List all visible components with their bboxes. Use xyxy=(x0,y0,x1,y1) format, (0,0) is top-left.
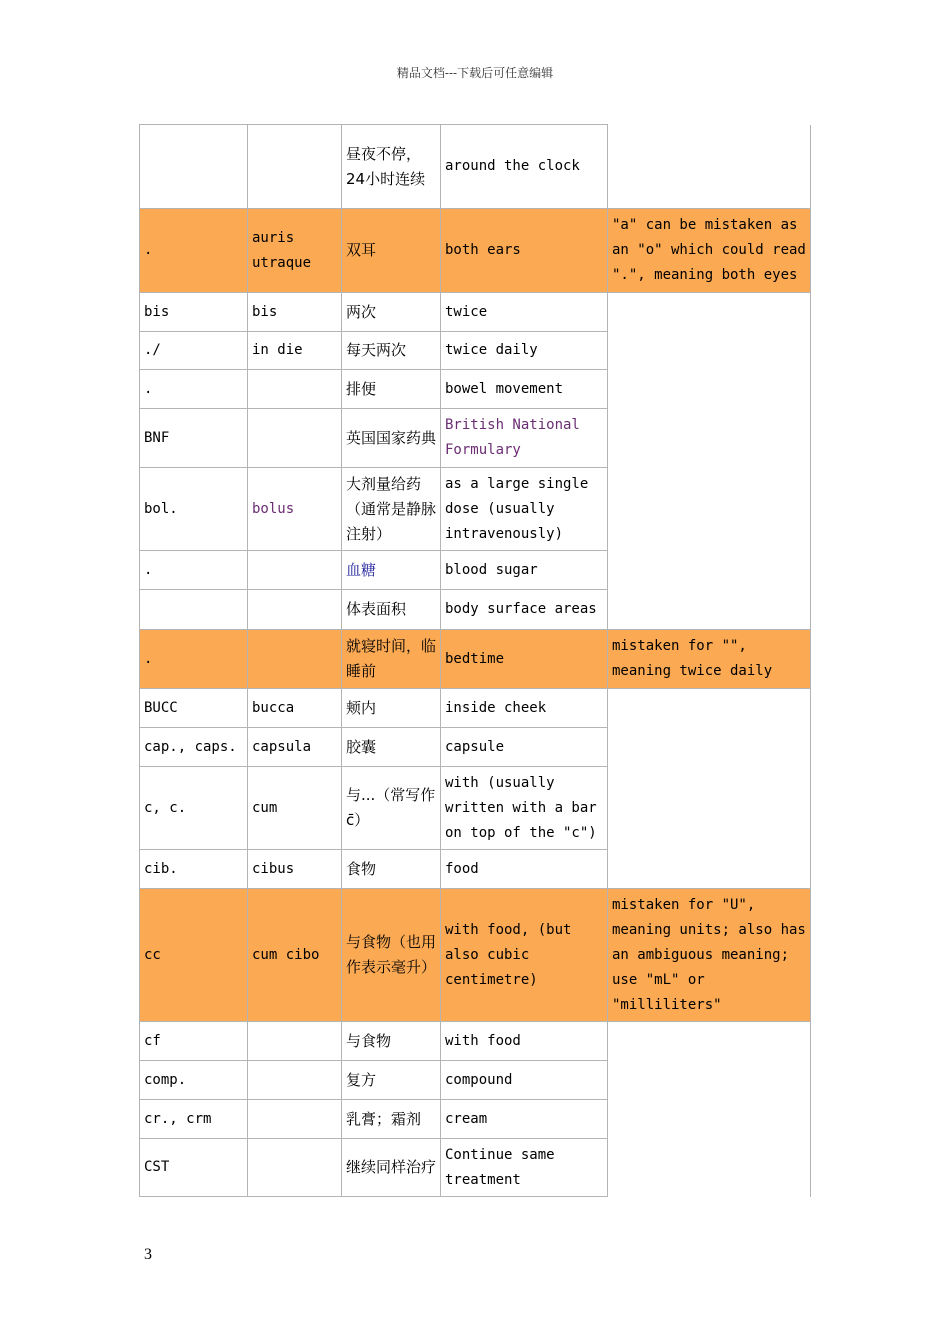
meaning-text: with food xyxy=(445,1032,521,1049)
latin-text: cibus xyxy=(252,860,295,877)
page-number: 3 xyxy=(144,1246,152,1263)
latin-cell xyxy=(248,370,342,409)
latin-cell xyxy=(248,850,342,889)
table-row xyxy=(140,370,811,409)
latin-cell xyxy=(248,889,342,1022)
note-cell xyxy=(608,1061,811,1100)
chinese-text: 颊内 xyxy=(346,698,377,717)
chinese-cell xyxy=(342,551,441,590)
latin-cell xyxy=(248,1100,342,1139)
table-row xyxy=(140,1100,811,1139)
table-row xyxy=(140,551,811,590)
meaning-cell xyxy=(441,551,608,590)
abbreviation-text: cc xyxy=(144,946,161,963)
abbreviation-cell xyxy=(140,630,248,689)
meaning-cell xyxy=(441,1139,608,1197)
meaning-cell xyxy=(441,630,608,689)
chinese-cell xyxy=(342,209,441,293)
chinese-cell xyxy=(342,409,441,468)
abbreviation-cell xyxy=(140,1139,248,1197)
meaning-cell xyxy=(441,125,608,209)
chinese-text: 每天两次 xyxy=(346,341,407,359)
table-row xyxy=(140,1061,811,1100)
meaning-cell xyxy=(441,293,608,332)
note-cell xyxy=(608,125,811,209)
note-cell xyxy=(608,409,811,468)
chinese-text: 就寝时间，临睡前 xyxy=(346,637,437,680)
abbreviation-cell xyxy=(140,728,248,767)
abbreviation-text: c, c. xyxy=(144,799,187,816)
latin-text: auris utraque xyxy=(252,229,312,271)
note-cell xyxy=(608,1022,811,1061)
chinese-text: 与食物 xyxy=(346,1031,392,1050)
latin-cell xyxy=(248,728,342,767)
table-row xyxy=(140,689,811,728)
meaning-text: cream xyxy=(445,1110,488,1127)
latin-cell xyxy=(248,332,342,370)
abbreviation-text: . xyxy=(144,242,153,258)
meaning-cell xyxy=(441,1100,608,1139)
meaning-cell xyxy=(441,468,608,551)
meaning-cell xyxy=(441,590,608,630)
latin-text: bolus xyxy=(252,500,295,517)
abbreviation-text: ./ xyxy=(144,342,161,358)
chinese-text: 食物 xyxy=(346,859,377,878)
abbreviation-text: bol. xyxy=(144,500,178,517)
table-row xyxy=(140,209,811,293)
chinese-cell xyxy=(342,293,441,332)
note-cell xyxy=(608,889,811,1022)
table-row xyxy=(140,332,811,370)
meaning-text: Continue same treatment xyxy=(445,1146,555,1188)
abbreviation-text: . xyxy=(144,561,153,578)
abbreviation-cell xyxy=(140,125,248,209)
meaning-text: bowel movement xyxy=(445,380,564,397)
chinese-cell xyxy=(342,590,441,630)
meaning-text: body surface areas xyxy=(445,601,597,617)
page-header: 精品文档---下载后可任意编辑 xyxy=(396,66,554,80)
chinese-cell xyxy=(342,370,441,409)
meaning-cell xyxy=(441,728,608,767)
abbreviation-cell xyxy=(140,689,248,728)
chinese-cell xyxy=(342,125,441,209)
note-cell xyxy=(608,689,811,728)
note-text: mistaken for "U", meaning units; also has an ambiguous meaning; use "mL" or "milliliters" xyxy=(612,896,806,1013)
abbreviation-cell xyxy=(140,850,248,889)
table-row xyxy=(140,728,811,767)
note-text: mistaken for "", meaning twice daily xyxy=(612,638,773,679)
table-row xyxy=(140,468,811,551)
chinese-text: 双耳 xyxy=(346,241,377,259)
chinese-cell xyxy=(342,889,441,1022)
latin-text: in die xyxy=(252,342,303,358)
table-row xyxy=(140,409,811,468)
abbreviation-cell xyxy=(140,209,248,293)
note-cell xyxy=(608,630,811,689)
meaning-text: blood sugar xyxy=(445,561,538,578)
meaning-text: twice xyxy=(445,303,488,320)
chinese-cell xyxy=(342,850,441,889)
chinese-cell xyxy=(342,468,441,551)
latin-cell xyxy=(248,209,342,293)
table-row xyxy=(140,630,811,689)
abbreviation-cell xyxy=(140,332,248,370)
meaning-text: capsule xyxy=(445,738,505,755)
meaning-cell xyxy=(441,1061,608,1100)
chinese-cell xyxy=(342,332,441,370)
chinese-cell xyxy=(342,689,441,728)
abbreviation-text: bis xyxy=(144,303,170,320)
meaning-cell xyxy=(441,409,608,468)
latin-text: capsula xyxy=(252,738,312,755)
latin-cell xyxy=(248,689,342,728)
abbreviation-cell xyxy=(140,889,248,1022)
note-cell xyxy=(608,370,811,409)
chinese-text: 与食物（也用作表示毫升） xyxy=(346,933,437,976)
abbreviation-text: . xyxy=(144,380,153,397)
table-row xyxy=(140,767,811,850)
latin-cell xyxy=(248,1139,342,1197)
table-row xyxy=(140,1022,811,1061)
latin-text: bucca xyxy=(252,699,295,716)
chinese-text: 乳膏；霜剂 xyxy=(346,1109,422,1128)
abbreviation-cell xyxy=(140,590,248,630)
note-cell xyxy=(608,332,811,370)
latin-cell xyxy=(248,293,342,332)
latin-cell xyxy=(248,409,342,468)
abbreviation-cell xyxy=(140,551,248,590)
abbreviation-cell xyxy=(140,409,248,468)
abbreviation-cell xyxy=(140,370,248,409)
note-cell xyxy=(608,1100,811,1139)
abbreviation-cell xyxy=(140,1022,248,1061)
abbreviation-text: BNF xyxy=(144,429,170,446)
abbreviation-text: . xyxy=(144,650,153,667)
chinese-cell xyxy=(342,1061,441,1100)
meaning-text: both ears xyxy=(445,242,521,258)
abbreviation-text: cib. xyxy=(144,860,178,877)
latin-cell xyxy=(248,767,342,850)
meaning-text: with (usually written with a bar on top of the "c") xyxy=(445,774,597,841)
chinese-text: 复方 xyxy=(346,1070,377,1089)
meaning-text: bedtime xyxy=(445,650,505,667)
meaning-cell xyxy=(441,889,608,1022)
meaning-cell xyxy=(441,209,608,293)
abbreviation-text: cr., crm xyxy=(144,1110,212,1127)
abbreviation-text: CST xyxy=(144,1159,170,1175)
meaning-text: British National Formulary xyxy=(445,417,580,458)
meaning-text: with food, (but also cubic centimetre) xyxy=(445,921,572,988)
meaning-text: food xyxy=(445,860,479,877)
meaning-cell xyxy=(441,767,608,850)
latin-cell xyxy=(248,590,342,630)
chinese-cell xyxy=(342,728,441,767)
note-cell xyxy=(608,293,811,332)
abbreviation-cell xyxy=(140,293,248,332)
meaning-cell xyxy=(441,1022,608,1061)
note-cell xyxy=(608,209,811,293)
note-cell xyxy=(608,728,811,767)
chinese-text: 血糖 xyxy=(346,560,377,579)
latin-text: cum xyxy=(252,799,278,816)
latin-text: bis xyxy=(252,303,278,320)
chinese-cell xyxy=(342,1139,441,1197)
meaning-cell xyxy=(441,689,608,728)
note-cell xyxy=(608,551,811,590)
table-row xyxy=(140,590,811,630)
table-row xyxy=(140,1139,811,1197)
chinese-text: 两次 xyxy=(346,302,377,321)
meaning-text: inside cheek xyxy=(445,699,547,716)
chinese-text: 昼夜不停，24小时连续 xyxy=(346,144,426,188)
meaning-text: around the clock xyxy=(445,158,580,174)
latin-cell xyxy=(248,125,342,209)
abbreviation-text: BUCC xyxy=(144,699,178,716)
abbreviation-cell xyxy=(140,468,248,551)
chinese-text: 英国国家药典 xyxy=(346,428,437,447)
abbreviation-cell xyxy=(140,1100,248,1139)
chinese-cell xyxy=(342,630,441,689)
meaning-cell xyxy=(441,332,608,370)
table-row xyxy=(140,293,811,332)
abbreviation-text: cf xyxy=(144,1032,161,1049)
latin-cell xyxy=(248,551,342,590)
latin-cell xyxy=(248,630,342,689)
latin-cell xyxy=(248,1022,342,1061)
note-cell xyxy=(608,468,811,551)
chinese-text: 继续同样治疗 xyxy=(346,1158,437,1176)
meaning-text: twice daily xyxy=(445,342,538,358)
abbreviation-cell xyxy=(140,1061,248,1100)
abbreviation-text: cap., caps. xyxy=(144,738,237,755)
abbreviation-cell xyxy=(140,767,248,850)
chinese-cell xyxy=(342,767,441,850)
latin-cell xyxy=(248,1061,342,1100)
table-row xyxy=(140,889,811,1022)
meaning-cell xyxy=(441,850,608,889)
chinese-cell xyxy=(342,1022,441,1061)
chinese-text: 胶囊 xyxy=(346,737,377,756)
note-text: "a" can be mistaken as an "o" which could read ".", meaning both eyes xyxy=(612,217,806,283)
meaning-cell xyxy=(441,370,608,409)
table-row xyxy=(140,850,811,889)
latin-cell xyxy=(248,468,342,551)
chinese-text: 体表面积 xyxy=(346,600,407,618)
latin-text: cum cibo xyxy=(252,946,320,963)
table-row xyxy=(140,125,811,209)
note-cell xyxy=(608,1139,811,1197)
meaning-text: as a large single dose (usually intravenously) xyxy=(445,475,589,542)
chinese-text: 与...（常写作c̄） xyxy=(346,786,436,829)
abbreviation-text: comp. xyxy=(144,1071,187,1088)
chinese-cell xyxy=(342,1100,441,1139)
note-cell xyxy=(608,590,811,630)
chinese-text: 大剂量给药（通常是静脉注射） xyxy=(346,474,437,543)
note-cell xyxy=(608,850,811,889)
meaning-text: compound xyxy=(445,1071,513,1088)
note-cell xyxy=(608,767,811,850)
chinese-text: 排便 xyxy=(346,379,377,398)
abbreviation-table xyxy=(139,124,811,1197)
